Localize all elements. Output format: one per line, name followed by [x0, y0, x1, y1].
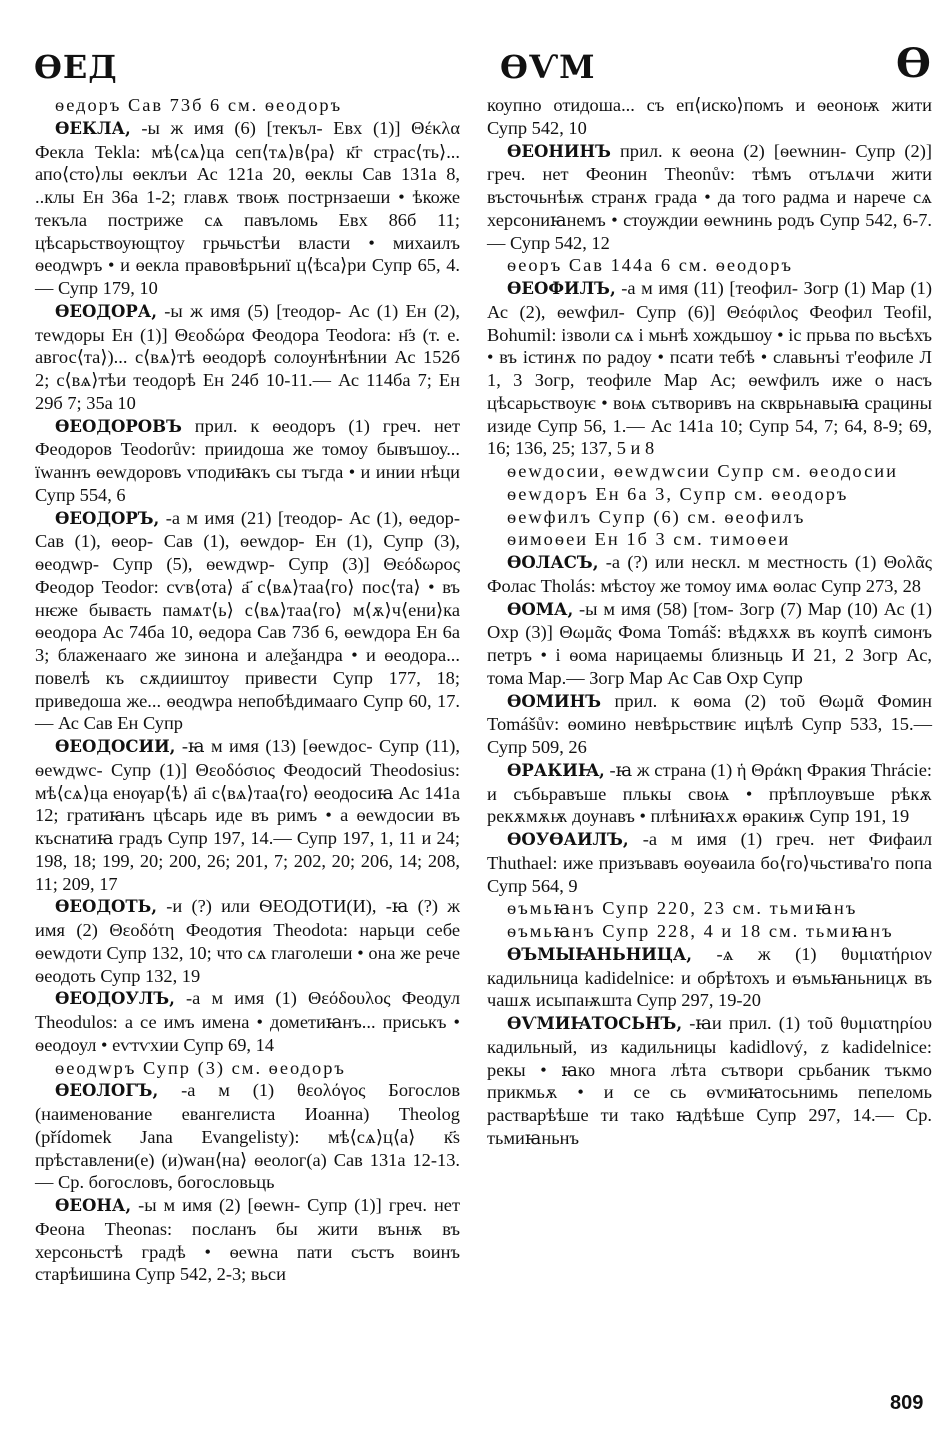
entry-text: ѳеwдосии, ѳеwдwсии Супр см. ѳеодосии: [507, 461, 898, 481]
dictionary-entry: [35, 415, 460, 507]
dictionary-entry: [487, 943, 932, 1012]
dictionary-entry: [487, 598, 932, 690]
headword: ѲЕОДОРА,: [55, 301, 157, 321]
dictionary-entry: [487, 277, 932, 460]
cross-reference: [487, 920, 932, 943]
entry-text: ѳеwфилъ Супр (6) см. ѳеофилъ: [507, 506, 806, 527]
headword: ѲѴМИꙖТОСЬНЪ,: [507, 1014, 683, 1033]
dictionary-entry: [487, 690, 932, 759]
dictionary-entry: [35, 1079, 460, 1194]
headword: ѲЕОДОТЬ,: [55, 897, 158, 917]
entry-text: -ꙗи прил. (1) τοῦ θυμιατηρίου кадильный, из кадильницы kadidlový, z kadidelnice: рекы • ꙗко многа лѣта сътвори срьбаник тъкмо прикмьѫ • и се сь ѳѵмиꙗтосьнимь пепеломь растварѣѣше ти тако ꙗдѣѣше Супр 297, 14.— Ср. тьмиꙗньнъ: [487, 1013, 932, 1148]
headword: ѲОУѲАИЛЪ,: [507, 830, 629, 849]
entry-text: -а м имя (11) [теофил- Зогр (1) Мар (1) Ас (2), ѳеwфил- Супр (6)] Θεόφιλος Феофил Teofil, Bohumil: ізволи сѧ і мьнѣ хождьшоу • іс прьва по вьсѣхъ • въ істинѫ по радоу • псати тебѣ • славьнъі т'еофиле Л 1, 3 Зогр, теофиле Мар Ас; ѳеwфилъ иже о насъ цѣсарьствоуѥ • воѩ сътворивъ на скврьнавыꙗ срацины изиде Супр 56, 1.— Ас 141а 10; Супр 54, 7; 64, 8-9; 69, 16; 136, 25; 137, 5 и 8: [487, 278, 932, 459]
entry-text: ѳеоръ Сав 144а 6 см. ѳеодоръ: [507, 255, 793, 276]
entry-text: -и (?) или ѲЕОДОТИ(И), -ꙗ (?) ж имя (2) Θεοδότη Феодотия Theodota: нарьци себе ѳеwдоти Супр 132, 10; что сѧ глаголеши • она же рече ѳеодоть Супр 132, 19: [35, 896, 460, 986]
headword: ѲЕОДОРОВЪ: [55, 416, 182, 436]
dictionary-entry: [487, 140, 932, 255]
running-head-center: ѲѴМ: [500, 48, 596, 86]
cross-reference: [487, 506, 932, 529]
cross-reference: [487, 897, 932, 920]
dictionary-entry: [35, 507, 460, 736]
entry-text: коупно отидоша... съ еп⟨иско⟩помъ и ѳеоноѭ жити Супр 542, 10: [487, 95, 932, 138]
dictionary-entry: [487, 551, 932, 598]
headword: ѲОМА,: [507, 599, 574, 619]
entry-text: -ы ж имя (5) [теодор- Ас (1) Ен (2), теwдоры Ен (1)] Θεοδώρα Феодора Teodora: н҃з (т. е. авгос⟨та⟩)... с⟨вѧ⟩тѣ ѳеодорѣ солоунѣнѣнии Ас 152б 2; с⟨вѧ⟩тѣи теодорѣ Ен 24б 10-11.— Ас 114ба 7; Ен 29б 7; 35а 10: [35, 300, 460, 413]
entry-text: -ꙗ ж страна (1) ἡ Θράκη Фракия Thrácie: и събьравъше плькы своѩ • прѣплоувъше рѣкѫ рекѫмѫѭ доунавъ • плѣниꙗхѫ ѳракиѭ Супр 191, 19: [487, 759, 932, 827]
headword: ѲЕОДОСИИ,: [55, 737, 176, 756]
entry-text: прил. к ѳеодоръ (1) греч. нет Феодоров Teodorův: приидоша же томоу бывъшоу... їwаннъ ѳеwдоровъ ѵподиꙗкъ сы тъгда • и инии нѣци Супр 554, 6: [35, 415, 460, 505]
headword: ѲЪМЫꙖНЬНИЦА,: [507, 944, 692, 964]
entry-text: прил. к ѳеона (2) [ѳеwнин- Супр (2)] греч. нет Феонин Theonův: тѣмъ отълѧчи жити въсточьнѣѭ странѫ града • да того радма и нарече сѧ херсониꙗнемъ • стоуждии ѳеwнинь родъ Супр 542, 6-7.— Супр 542, 12: [487, 140, 932, 253]
entry-text: -а м (1) θεολόγος Богослов (наименование евангелиста Иоанна) Theolog (přídomek Jana Evangelisty): мѣ⟨сѧ⟩ц⟨а⟩ к҃s прѣставлени(е) (и)wан⟨на⟩ ѳеолог(а) Сав 131а 12-13.— Ср. богословъ, богословьць: [35, 1080, 460, 1193]
dictionary-entry: [487, 759, 932, 828]
entry-text: ѳъмьꙗнъ Супр 220, 23 см. тьмиꙗнъ: [507, 898, 858, 919]
dictionary-entry: [487, 828, 932, 897]
headword: ѲОЛАСЪ,: [507, 553, 599, 572]
entry-text: -а м имя (1) Θεόδουλος Феодул Theodulos: а се имъ имена • дометиꙗнъ... приськъ • ѳеодоул • еѵтѵхии Супр 69, 14: [35, 988, 460, 1055]
entry-text: -ы м имя (58) [том- Зогр (7) Мар (10) Ас (1) Охр (3)] Θωμᾶς Фома Tomáš: вѣдѫхѫ въ коупѣ симонъ петръ • і ѳома нарицаемы близньць И 21, 2 Зогр Ас, тома Мар.— Зогр Мар Ас Сав Охр Супр: [487, 598, 932, 688]
entry-text: -а м имя (1) греч. нет Фифаил Thuthael: иже призъвавъ ѳоуѳаила бо⟨го⟩чьстива'го попа Супр 564, 9: [487, 829, 932, 896]
dictionary-entry: [487, 94, 932, 140]
entry-text: -ы м имя (2) [ѳеwн- Супр (1)] греч. нет Феона Theonas: посланъ бы жити вънѭ въ херсоньстѣ градѣ • ѳеwна пати състъ воинъ старѣишина Супр 542, 2-3; вьси: [35, 1195, 460, 1285]
entry-text: -ꙗ м имя (13) [ѳеwдос- Супр (11), ѳеwдwс- Супр (1)] Θεοδόσιος Феодосий Theodosius: мѣ⟨сѧ⟩ца енѹар⟨ѣ⟩ а҃і с⟨вѧ⟩таа⟨го⟩ ѳеодосиꙗ Ас 141а 12; гратиꙗнъ цѣсарь иде въ римъ • а ѳеwдосии въ къснатиꙗ градъ Супр 197, 14.— Супр 197, 1, 11 и 24; 198, 18; 199, 20; 200, 26; 201, 7; 202, 20; 206, 14; 208, 11; 209, 17: [35, 736, 460, 894]
headword: ѲРАКИꙖ,: [507, 760, 605, 780]
headword: ѲЕКЛА,: [55, 118, 131, 138]
dictionary-entry: [35, 735, 460, 895]
entry-text: ѳеодwръ Супр (3) см. ѳеодоръ: [55, 1057, 346, 1078]
dictionary-entry: [35, 1194, 460, 1286]
left-column: [35, 94, 460, 1286]
cross-reference: [487, 460, 932, 483]
entry-text: прил. к ѳома (2) τοῦ Θωμᾶ Фомин Tomášův: ѳомино невѣрьствиѥ ицѣлѣ Супр 533, 15.— Супр 509, 26: [487, 690, 932, 757]
entry-text: -а (?) или нескл. м местность (1) Θολᾶς Фолас Tholás: мѣстоу же томоу имѧ ѳолас Супр 273, 28: [487, 552, 932, 596]
cross-reference: [487, 254, 932, 277]
dictionary-entry: [35, 895, 460, 987]
dictionary-entry: [35, 987, 460, 1056]
dictionary-entry: [35, 117, 460, 300]
entry-text: ѳимоѳеи Ен 1б 3 см. тимоѳеи: [507, 529, 791, 550]
section-letter-icon: Ѳ: [896, 40, 932, 87]
right-column: [487, 94, 932, 1150]
headword: ѲЕОНА,: [55, 1196, 132, 1215]
dictionary-entry: [35, 300, 460, 415]
entry-text: ѳеwдоръ Ен 6а 3, Супр см. ѳеодоръ: [507, 483, 849, 504]
cross-reference: [487, 528, 932, 551]
headword: ѲОМИНЪ: [507, 691, 601, 711]
entry-text: -ѧ ж (1) θυμιατήριον кадильница kadidelnice: и обрѣтохъ и ѳъмьꙗньницѫ въ чашѫ исыпаѭшта Супр 297, 19-20: [487, 943, 932, 1011]
cross-reference: [487, 483, 932, 506]
running-head-left: ѲЕД: [34, 48, 118, 86]
dictionary-entry: [487, 1012, 932, 1150]
entry-text: ѳедоръ Сав 73б 6 см. ѳеодоръ: [55, 95, 343, 115]
entry-text: -ы ж имя (6) [текъл- Евх (1)] Θέκλα Фекла Tekla: мѣ⟨сѧ⟩ца сеп⟨тѧ⟩в⟨ра⟩ к҃г страс⟨ть⟩... апо⟨сто⟩лы ѳеклъи Ас 121а 20, ѳеклы Сав 131а 8, ..клы Ен 36а 1-2; главѫ твоѭ пострнзаеши • ѣкоже текъла постриже сѧ павъломь Евх 86б 11; цѣсарьствоующтоу грьчьстѣи власти • михаилъ ѳеодwръ • и ѳекла правовѣрьниї ц⟨ѣса⟩ри Супр 65, 4.— Супр 179, 10: [35, 117, 460, 298]
headword: ѲЕОДОУЛЪ,: [55, 989, 175, 1009]
headword: ѲЕОДОРЪ,: [55, 508, 160, 528]
entry-text: -а м имя (21) [теодор- Ас (1), ѳедор- Сав (1), ѳеор- Сав (1), ѳеwдор- Ен (1), Супр (3), ѳеодwр- Супр (5), ѳеwдwр- Супр (3)] Θεόδωρος Феодор Teodor: сѵв⟨ота⟩ а҃ с⟨вѧ⟩таа⟨го⟩ пос⟨та⟩ • въ нѥже бываєть памѧт⟨ь⟩ с⟨вѧ⟩таа⟨го⟩ м⟨ѫ⟩ч⟨ени⟩ка ѳеодора Ас 74ба 10, ѳедора Сав 73б 6, ѳеwдора Ен 6а 3; блаженааго же зинона и алеѯандра • и ѳеодора... повелѣ къ сѫдииштоу привести Супр 177, 18; приведоша же... ѳеодwра непобѣдимааго Супр 60, 17.— Ас Сав Ен Супр: [35, 507, 460, 734]
cross-reference: [35, 1057, 460, 1080]
headword: ѲЕОНИНЪ: [507, 141, 611, 161]
cross-reference: [35, 94, 460, 117]
headword: ѲЕОЛОГЪ,: [55, 1081, 159, 1101]
headword: ѲЕОФИЛЪ,: [507, 279, 616, 298]
page-number: 809: [890, 1392, 924, 1414]
entry-text: ѳъмьꙗнъ Супр 228, 4 и 18 см. тьмиꙗнъ: [507, 921, 894, 941]
